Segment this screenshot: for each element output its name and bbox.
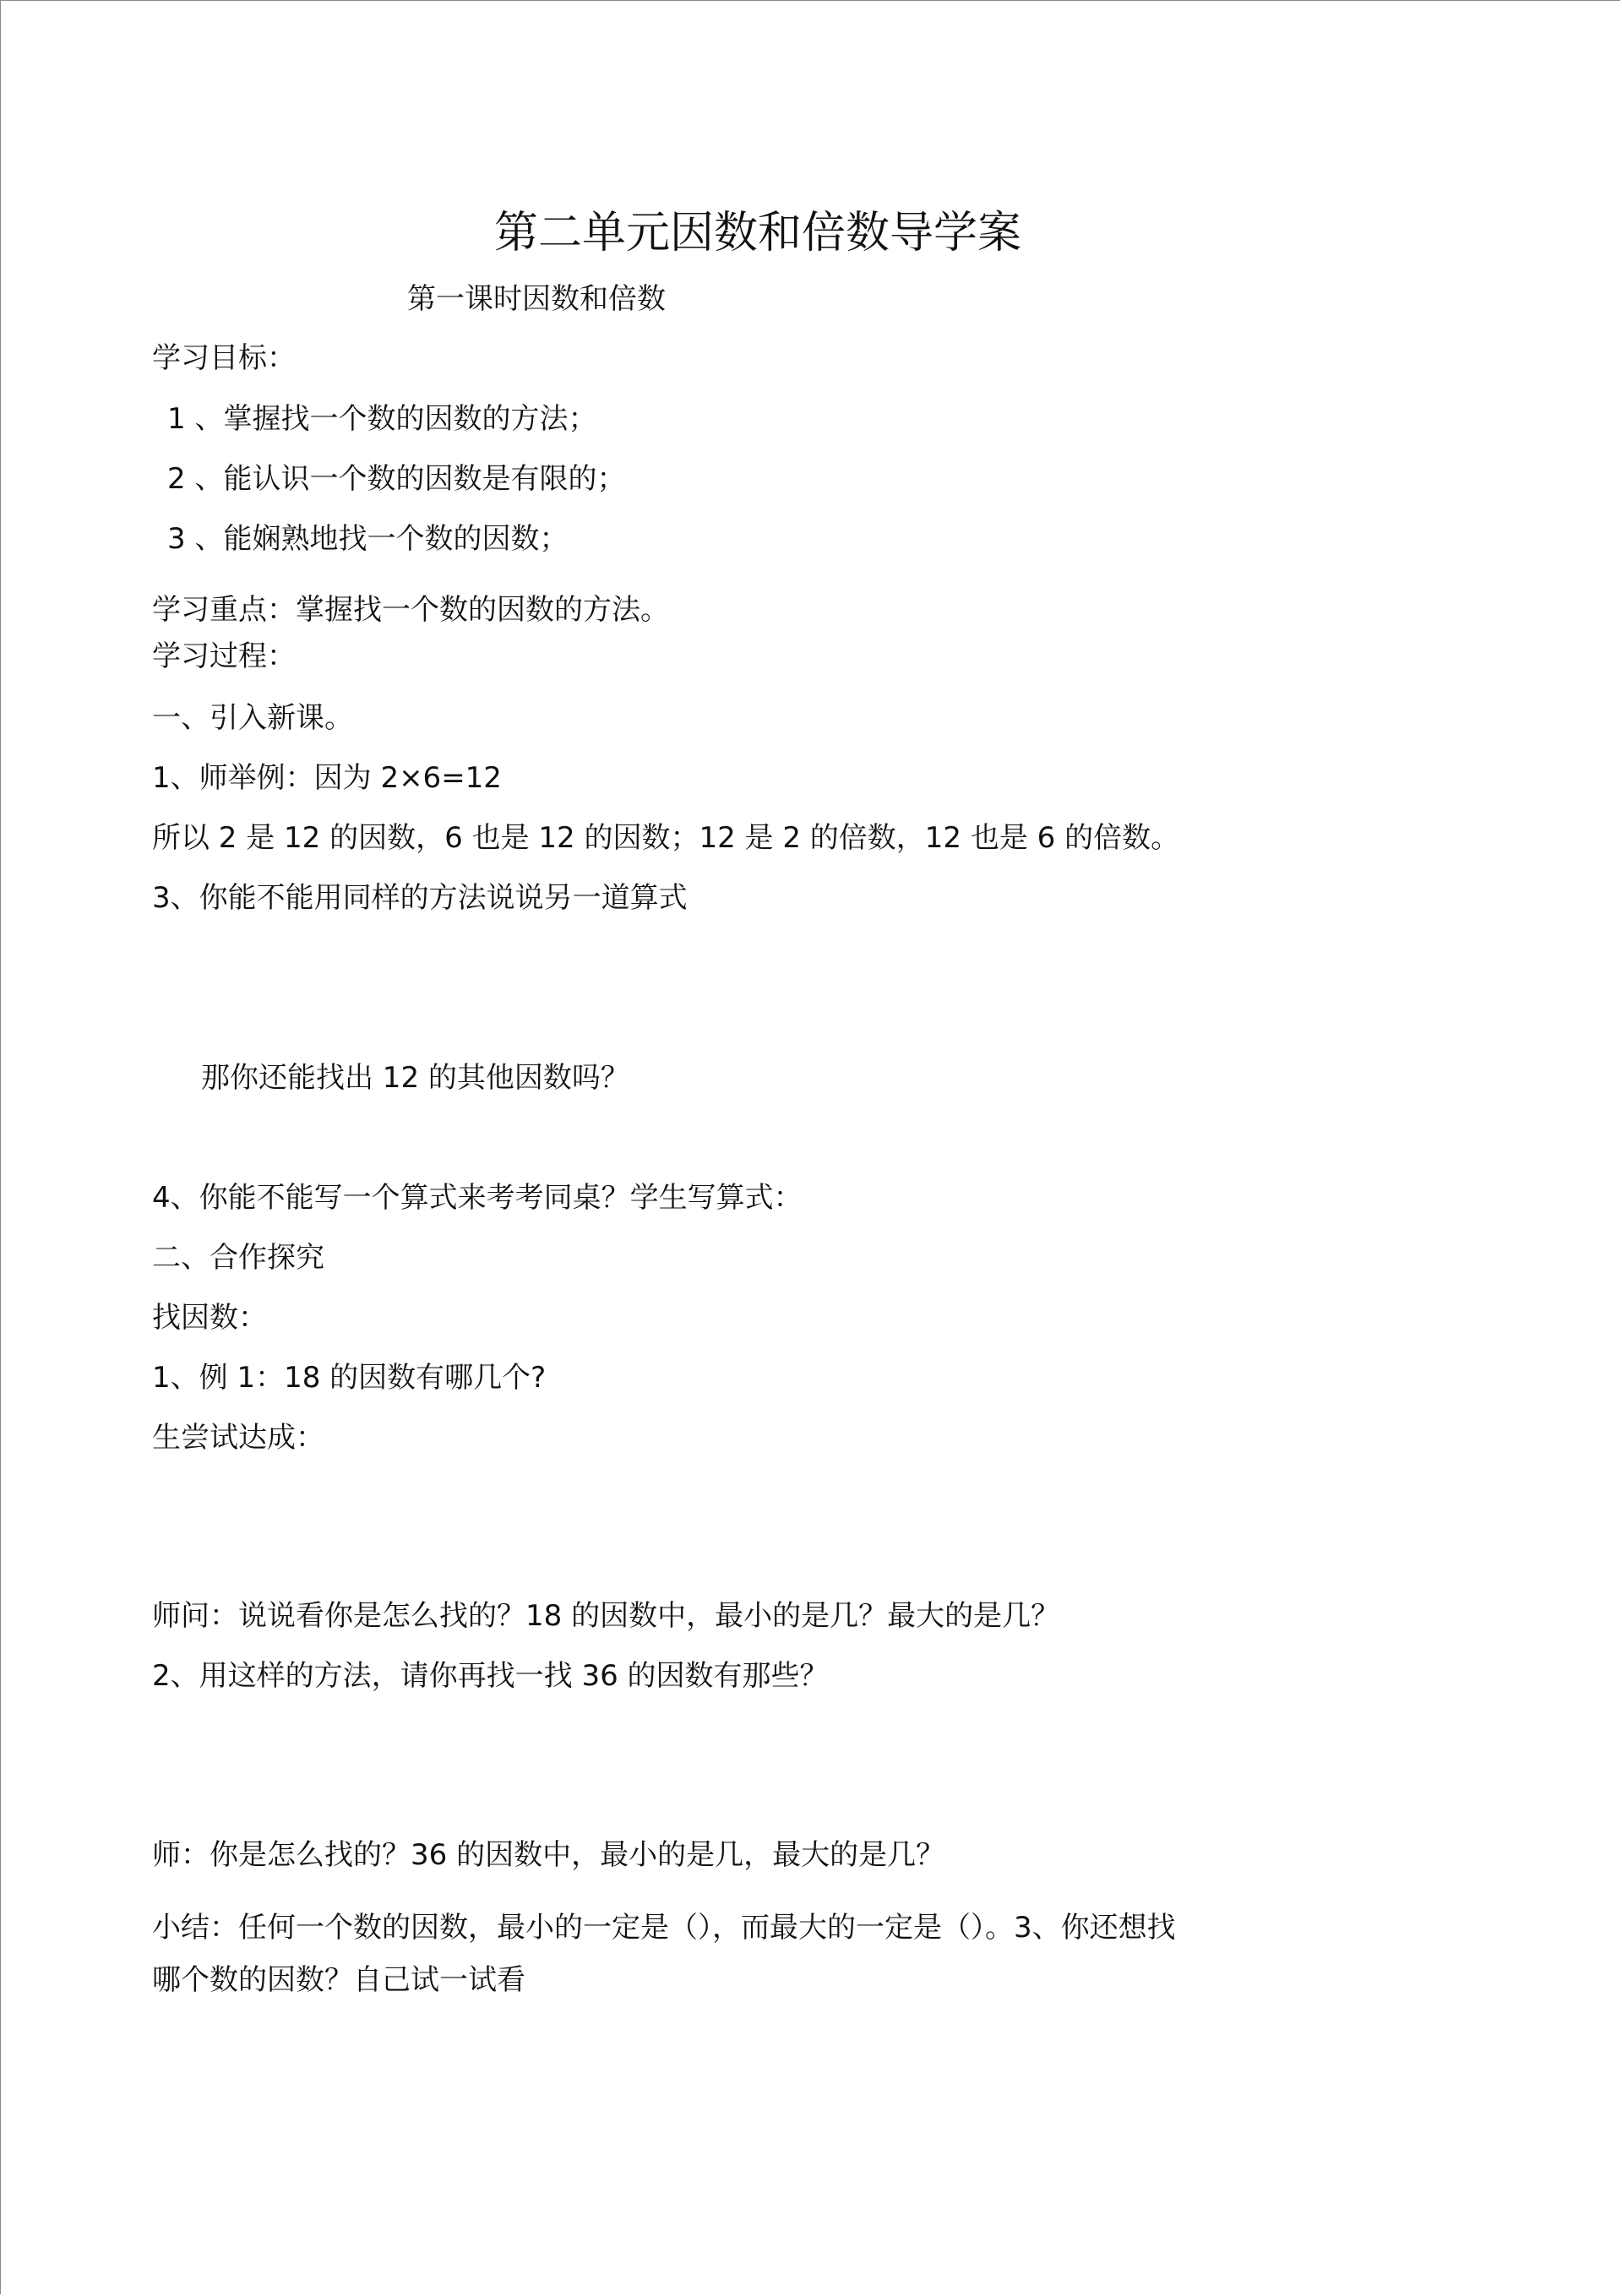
summary-line-1: 小结：任何一个数的因数，最小的一定是（），而最大的一定是（）。3、你还想找 [152, 1911, 1176, 1945]
item-3: 3、你能不能用同样的方法说说另一道算式 [152, 881, 688, 915]
item-2-36: 2、用这样的方法，请你再找一找 36 的因数有那些？ [152, 1659, 829, 1693]
teacher-question-18: 师问：说说看你是怎么找的？18 的因数中，最小的是几？最大的是几？ [152, 1599, 1060, 1633]
item-4: 4、你能不能写一个算式来考考同桌？学生写算式： [152, 1181, 803, 1215]
find-factors-heading: 找因数： [152, 1301, 267, 1335]
lesson-subtitle: 第一课时因数和倍数 [407, 282, 666, 316]
student-try: 生尝试达成： [152, 1421, 324, 1455]
document-title: 第二单元因数和倍数导学案 [493, 208, 1021, 258]
teacher-question-36: 师：你是怎么找的？36 的因数中，最小的是几，最大的是几？ [152, 1838, 945, 1872]
example-1-conclusion: 所以 2 是 12 的因数，6 也是 12 的因数；12 是 2 的倍数，12 也是 6 的倍数。 [152, 821, 1180, 855]
section1-heading: 一、引入新课。 [152, 701, 353, 735]
goal-item-3: 3 、能娴熟地找一个数的因数； [167, 522, 569, 556]
example-18: 1、例 1：18 的因数有哪几个? [152, 1361, 547, 1395]
question-12-factors: 那你还能找出 12 的其他因数吗？ [201, 1061, 629, 1095]
summary-line-2: 哪个数的因数？自己试一试看 [152, 1963, 525, 1997]
example-1: 1、师举例：因为 2×6=12 [152, 761, 502, 795]
process-heading: 学习过程： [152, 639, 296, 673]
goal-item-1: 1 、掌握找一个数的因数的方法； [167, 402, 597, 436]
section2-heading: 二、合作探究 [152, 1241, 324, 1275]
goal-item-2: 2 、能认识一个数的因数是有限的； [167, 462, 626, 496]
key-point: 学习重点：掌握找一个数的因数的方法。 [152, 593, 669, 627]
goals-heading: 学习目标： [152, 341, 296, 375]
